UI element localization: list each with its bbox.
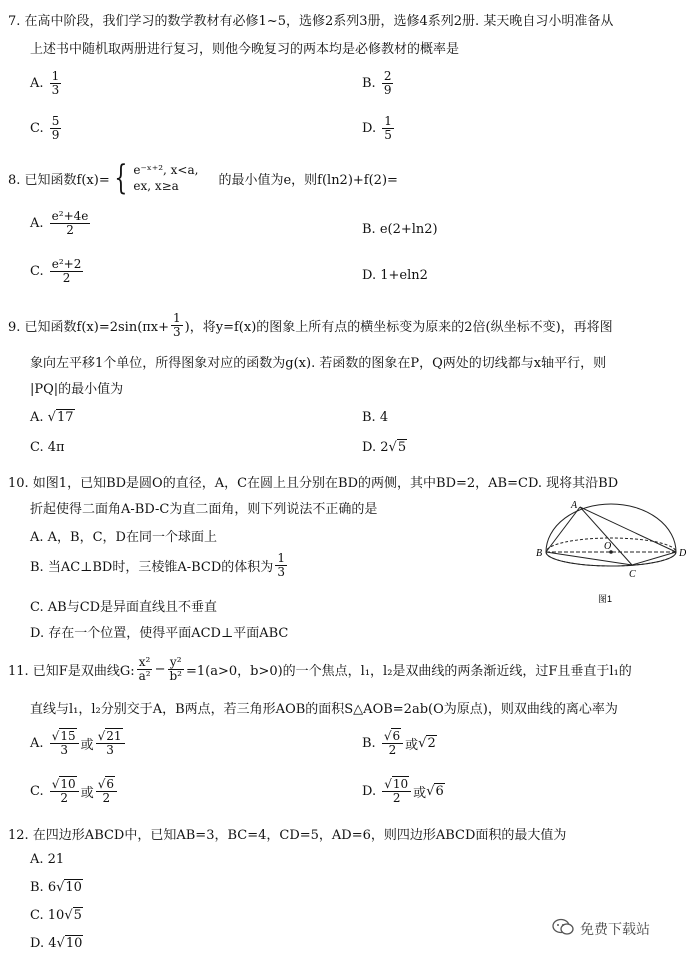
figure-caption: 图1 (598, 594, 613, 604)
q11-option-b: B. $\frac{√6}{2}$ 或 √2 (362, 729, 436, 758)
q9-stem-line2: 象向左平移1个单位，所得图象对应的函数为g(x). 若函数的图象在P，Q两处的切线都与x轴平行，则 (30, 356, 607, 371)
q9-stem-line3: |PQ|的最小值为 (30, 382, 124, 397)
watermark-text: 免费下载站 (580, 922, 650, 938)
q12-option-a: A. 21 (30, 852, 65, 867)
q11-option-a: A. $\frac{√15}{3}$ 或 $\frac{√21}{3}$ (30, 730, 127, 757)
q9-option-b: B. 4 (362, 410, 389, 425)
q11-stem-line1: 11. 已知F是双曲线G: $\frac{\text{x²}}{\text{a²}}$ − $\frac{\text{y²}}{\text{b²}}$ =1(a>0，b>0)的一个焦点，l₁，l₂是双曲线的两条渐近线，过F且垂直于l₁的 (8, 655, 632, 684)
q9-option-c: C. 4π (30, 440, 65, 455)
q10-option-b: B. 当AC⊥BD时，三棱锥A-BCD的体积为 $\frac{1}{3}$ (30, 551, 285, 580)
q7-stem-line2: 上述书中随机取两册进行复习，则他今晚复习的两本均是必修教材的概率是 (30, 42, 460, 57)
q8-option-d: D. 1+eln2 (362, 268, 428, 283)
q8-option-b: B. e(2+ln2) (362, 222, 438, 237)
q9-option-a: A. √17 (30, 410, 74, 425)
q10-option-d: D. 存在一个位置，使得平面ACD⊥平面ABC (30, 626, 289, 641)
point-d-label: D (679, 548, 686, 559)
q8-stem: 8. 已知函数f(x)= { e⁻ˣ⁺², x<a, ex, x≥a 的最小值为e，则f(ln2)+f(2)= (8, 158, 398, 199)
q12-option-b: B. 6 √10 (30, 880, 82, 895)
q8-option-a: A. $\frac{\text{e²+4e}}{2}$ (30, 209, 89, 238)
point-a-label: A (571, 500, 578, 511)
q9-option-d: D. 2 √5 (362, 440, 407, 455)
q10-stem-line2: 折起使得二面角A-BD-C为直二面角，则下列说法不正确的是 (30, 502, 378, 517)
q7-option-b: B. $\frac{2}{9}$ (362, 69, 392, 98)
q12-option-d: D. 4 √10 (30, 936, 83, 951)
q8-option-c: C. $\frac{\text{e²+2}}{2}$ (30, 257, 82, 286)
point-o-label: O (604, 541, 612, 552)
point-b-label: B (536, 548, 543, 559)
q10-stem-line1: 10. 如图1，已知BD是圆O的直径，A，C在圆上且分别在BD的两侧，其中BD=2，AB=CD. 现将其沿BD (8, 476, 619, 491)
q10-option-c: C. AB与CD是异面直线且不垂直 (30, 600, 218, 615)
q7-option-a: A. $\frac{1}{3}$ (30, 69, 60, 98)
q12-option-c: C. 10 √5 (30, 908, 82, 923)
q7-stem-line1: 7. 在高中阶段，我们学习的数学教材有必修1~5，选修2系列3册，选修4系列2册. 某天晚自习小明准备从 (8, 14, 614, 29)
q10-hemisphere-figure (536, 500, 686, 614)
q11-option-d: D. $\frac{√10}{2}$ 或 √6 (362, 777, 444, 806)
q10-option-a: A. A，B，C，D在同一个球面上 (30, 530, 217, 545)
q7-option-d: D. $\frac{1}{5}$ (362, 114, 392, 143)
q11-stem-line2: 直线与l₁，l₂分别交于A，B两点，若三角形AOB的面积S△AOB=2ab(O为原点)，则双曲线的离心率为 (30, 702, 618, 717)
point-c-label: C (629, 569, 636, 580)
q9-stem-line1: 9. 已知函数f(x)=2sin(πx+ $\frac{1}{3}$ )，将y=f(x)的图象上所有点的横坐标变为原来的2倍(纵坐标不变)，再将图 (8, 311, 613, 340)
q11-option-c: C. $\frac{√10}{2}$ 或 $\frac{√6}{2}$ (30, 778, 119, 805)
watermark (552, 918, 650, 940)
q7-option-c: C. $\frac{5}{9}$ (30, 114, 60, 143)
q12-stem: 12. 在四边形ABCD中，已知AB=3，BC=4，CD=5，AD=6，则四边形ABCD面积的最大值为 (8, 828, 567, 843)
wechat-icon (552, 918, 574, 940)
